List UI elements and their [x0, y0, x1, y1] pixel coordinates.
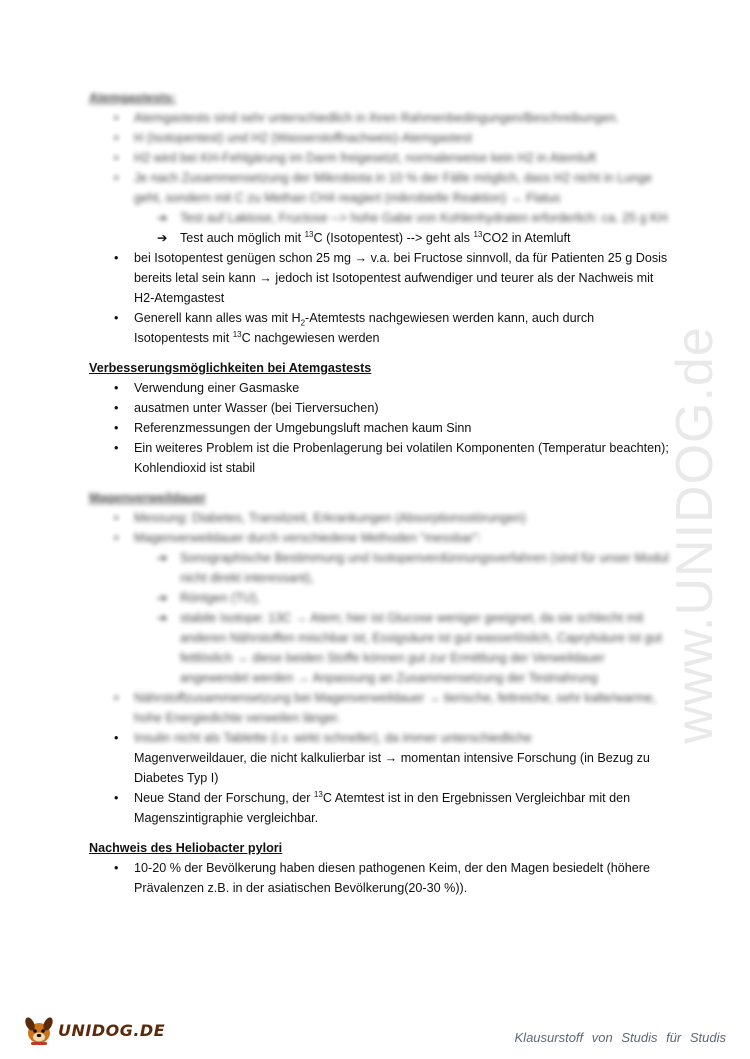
list-item: • Referenzmessungen der Umgebungsluft machen kaum Sinn [89, 418, 669, 438]
document-body [89, 88, 669, 898]
list-magenverweildauer [89, 508, 669, 548]
list-verbesserungen [89, 378, 669, 478]
list-item: • H2 wird bei KH-Fehlgärung im Darm freigesetzt, normalerweise kein H2 in Atemluft [89, 148, 669, 168]
list-item: • bei Isotopentest genügen schon 25 mg → v.a. bei Fructose sinnvoll, da für Patienten 25 g Dosis bereits letal sein kann → jedoch ist Isotopentest aufwendiger und teurer als der Nachweis mit H2-Atemgastest [89, 248, 669, 308]
sub-list-item: ➔ Sonographische Bestimmung und Isotopenverdünnungsverfahren (sind für unser Modul nicht direkt interessant), [89, 548, 669, 588]
list-magenverweildauer-continued [89, 688, 669, 828]
list-item: • Generell kann alles was mit $H_2$-Atemtests nachgewiesen werden kann, auch durch Isotopentests mit $^{13}$C nachgewiesen werden [89, 308, 669, 348]
footer-logo[interactable] [22, 1010, 165, 1050]
sub-list-item: ➔ Test auch möglich mit $^{13}$C (Isotopentest) --> geht als $^{13}$CO2 in Atemluft [89, 228, 669, 248]
list-item: • 10-20 % der Bevölkerung haben diesen pathogenen Keim, der den Magen besiedelt (höhere Prävalenzen z.B. in der asiatischen Bevölkerung(20-30 %)). [89, 858, 669, 898]
list-heliobacter [89, 858, 669, 898]
list-item: • Verwendung einer Gasmaske [89, 378, 669, 398]
list-item: • H (Isotopentest) und H2 (Wasserstoffnachweis)-Atemgastest [89, 128, 669, 148]
arrow-icon: ➔ [157, 611, 168, 625]
list-item: • Neue Stand der Forschung, der $^{13}$C Atemtest ist in den Ergebnissen Vergleichbar mit den Magenszintigraphie vergleichbar. [89, 788, 669, 828]
heading-magenverweildauer: Magenverweildauer [89, 491, 206, 505]
heading-atemgastests: Atemgastests: [89, 91, 176, 105]
arrow-icon: ➔ [157, 591, 168, 605]
list-item: • Je nach Zusammensetzung der Mikrobiota in 10 % der Fälle möglich, dass H2 nicht in Lunge geht, sondern mit C zu Methan CH4 reagiert (mikrobielle Reaktion) → Flatus [89, 168, 669, 208]
list-item: • Messung: Diabetes, Transitzeit, Erkrankungen (Absorptionsstörungen) [89, 508, 669, 528]
sub-list-item: ➔ Röntgen (TU), [89, 588, 669, 608]
dog-mascot-icon [22, 1013, 56, 1047]
list-atemgastests [89, 108, 669, 208]
list-item: • Nährstoffzusammensetzung bei Magenverweildauer → tierische, fettreiche, sehr kalte/warme, hohe Energiedichte verweilen länger. [89, 688, 669, 728]
list-atemgastests-continued [89, 248, 669, 348]
arrow-icon: ➔ [157, 551, 168, 565]
arrow-icon: ➔ [157, 231, 168, 245]
sublist-atemgastests [89, 208, 669, 248]
brand-name: UNIDOG.DE [58, 1020, 166, 1040]
document-page: www.UNIDOG.de Atemgastests: • Atemgastests sind sehr unterschiedlich in ihren Rahmenbedingungen/Beschreibungen. • H (Isotopentest) und H2 (Wasserstoffnachweis)-Atemgastest • H2 wird bei KH-Fehlgärung im Darm freigesetzt, normalerweise kein H2 in Atemluft • Je nach Zusammensetzung der Mikrobiota in 10 % der Fälle möglich, dass H2 nicht in Lunge geht, sondern mit C zu Methan CH4 reagiert (mikrobielle Reaktion) → Flatus ➔ Test auf Laktose, Fructose --> hohe Gabe von Kohlenhydraten erforderlich: ca. 25 g KH ➔ Test auch möglich mit $^{13}$C (Isotopentest) --> geht als $^{13}$CO2 in Atemluft • bei Isotopentest genügen schon 25 mg → v.a. bei Fructose sinnvoll, da für Patienten 25 g Dosis bereits letal sein kann → jedoch ist Isotopentest aufwendiger und teurer als der Nachweis mit H2-Atemgastest • Generell kann alles was mit $H_2$-Atemtests nachgewiesen werden kann, auch durch Isotopentests mit $^{13}$C nachgewiesen werden Verbesserungsmöglichkeiten bei Atemgastests • Verwendung einer Gasmaske • ausatmen unter Wasser (bei Tierversuchen) • Referenzmessungen der Umgebungsluft machen kaum Sinn • Ein weiteres Problem ist die Probenlagerung bei volatilen Komponenten (Temperatur beachten); Kohlendioxid ist stabil Magenverweildauer • Messung: Diabetes, Transitzeit, Erkrankungen (Absorptionsstörungen) • Magenverweildauer durch verschiedene Methoden "messbar": ➔ Sonographische Bestimmung und Isotopenverdünnungsverfahren (sind für unser Modul nicht direkt interessant), ➔ Röntgen (TU), ➔ stabile Isotope: 13C → Atem; hier ist Glucose weniger geeignet, da sie schlecht mit anderen Nährstoffen mischbar ist, Essigsäure ist gut wasserlöslich, Caprylsäure ist gut fettlöslich → diese beiden Stoffe können gut zur Ermittlung der Verweildauer angewendet werden → Anpassung an Zusammensetzung der Testnahrung • Nährstoffzusammensetzung bei Magenverweildauer → tierische, fettreiche, sehr kalte/warme, hohe Energiedichte verweilen länger. • Insulin nicht als Tablette (i.v. wirkt schneller), da immer unterschiedliche Magenverweildauer, die nicht kalkulierbar ist → momentan intensive Forschung (in Bezug zu Diabetes Typ I) • Neue Stand der Forschung, der $^{13}$C Atemtest ist in den Ergebnissen Vergleichbar mit den Magenszintigraphie vergleichbar. Nachweis des Heliobacter pylori • 10-20 % der Bevölkerung haben diesen pathogenen Keim, der den Magen besiedelt (höhere Prävalenzen z.B. in der asiatischen Bevölkerung(20-30 %)). UNIDOG.DE Klausurstoff von Studis für Studis [0, 0, 750, 1059]
sub-list-item: ➔ Test auf Laktose, Fructose --> hohe Gabe von Kohlenhydraten erforderlich: ca. 25 g KH [89, 208, 669, 228]
list-item: • ausatmen unter Wasser (bei Tierversuchen) [89, 398, 669, 418]
heading-verbesserungen: Verbesserungsmöglichkeiten bei Atemgastests [89, 361, 372, 375]
list-item: • Insulin nicht als Tablette (i.v. wirkt schneller), da immer unterschiedliche Magenverweildauer, die nicht kalkulierbar ist → momentan intensive Forschung (in Bezug zu Diabetes Typ I) [89, 728, 669, 788]
sublist-magenverweildauer [89, 548, 669, 688]
footer-tagline: Klausurstoff von Studis für Studis [514, 1030, 726, 1045]
heading-heliobacter: Nachweis des Heliobacter pylori [89, 841, 283, 855]
list-item: • Ein weiteres Problem ist die Probenlagerung bei volatilen Komponenten (Temperatur beachten); Kohlendioxid ist stabil [89, 438, 669, 478]
list-item: • Atemgastests sind sehr unterschiedlich in ihren Rahmenbedingungen/Beschreibungen. [89, 108, 669, 128]
list-item: • Magenverweildauer durch verschiedene Methoden "messbar": [89, 528, 669, 548]
sub-list-item: ➔ stabile Isotope: 13C → Atem; hier ist Glucose weniger geeignet, da sie schlecht mit anderen Nährstoffen mischbar ist, Essigsäure ist gut wasserlöslich, Caprylsäure ist gut fettlöslich → diese beiden Stoffe können gut zur Ermittlung der Verweildauer angewendet werden → Anpassung an Zusammensetzung der Testnahrung [89, 608, 669, 688]
arrow-icon: ➔ [157, 211, 168, 225]
